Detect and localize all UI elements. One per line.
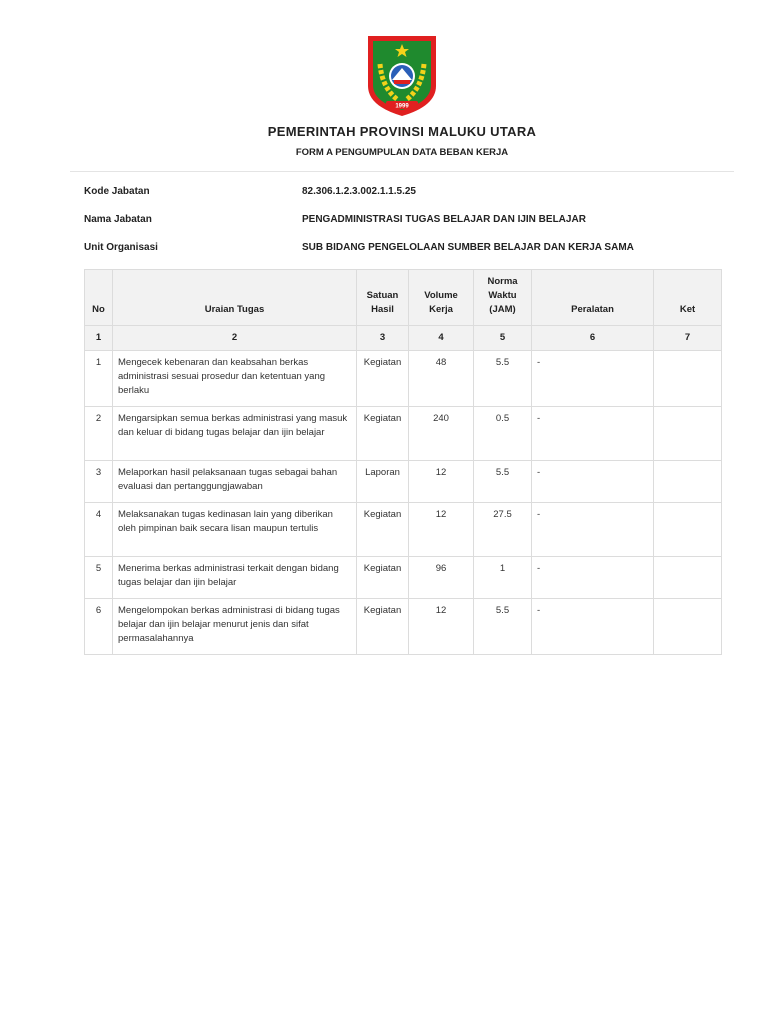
meta-value: 82.306.1.2.3.002.1.1.5.25: [302, 186, 416, 197]
cell-ket: [654, 461, 722, 503]
meta-value: SUB BIDANG PENGELOLAAN SUMBER BELAJAR DAN KERJA SAMA: [302, 242, 634, 253]
meta-label: Nama Jabatan: [84, 214, 152, 225]
column-number: 2: [113, 326, 357, 351]
cell-satuan: Kegiatan: [357, 503, 409, 557]
meta-label: Kode Jabatan: [84, 186, 150, 197]
table-row: [85, 557, 722, 599]
cell-norma: 5.5: [474, 351, 532, 407]
cell-no: 2: [85, 407, 113, 461]
cell-uraian: Mengarsipkan semua berkas administrasi yang masuk dan keluar di bidang tugas belajar dan ijin belajar: [113, 407, 357, 461]
meta-label: Unit Organisasi: [84, 242, 158, 253]
cell-satuan: Kegiatan: [357, 557, 409, 599]
col-header-ket: Ket: [654, 270, 722, 326]
cell-volume: 96: [409, 557, 474, 599]
cell-satuan: Kegiatan: [357, 407, 409, 461]
table-row: [85, 461, 722, 503]
cell-norma: 27.5: [474, 503, 532, 557]
cell-peralatan: -: [532, 599, 654, 655]
cell-norma: 0.5: [474, 407, 532, 461]
col-header-no: No: [85, 270, 113, 326]
col-header-satuan: Satuan Hasil: [357, 270, 409, 326]
cell-no: 1: [85, 351, 113, 407]
page-subtitle: FORM A PENGUMPULAN DATA BEBAN KERJA: [295, 147, 509, 158]
cell-volume: 12: [409, 461, 474, 503]
column-number-row: [85, 326, 722, 351]
column-number: 7: [654, 326, 722, 351]
cell-ket: [654, 599, 722, 655]
cell-satuan: Kegiatan: [357, 599, 409, 655]
cell-peralatan: -: [532, 461, 654, 503]
column-number: 1: [85, 326, 113, 351]
cell-no: 5: [85, 557, 113, 599]
cell-peralatan: -: [532, 557, 654, 599]
table-row: [85, 599, 722, 655]
col-header-uraian: Uraian Tugas: [113, 270, 357, 326]
cell-uraian: Mengelompokan berkas administrasi di bidang tugas belajar dan ijin belajar menurut jenis dan sifat permasalahannya: [113, 599, 357, 655]
cell-no: 3: [85, 461, 113, 503]
cell-peralatan: -: [532, 503, 654, 557]
cell-uraian: Melaksanakan tugas kedinasan lain yang diberikan oleh pimpinan baik secara lisan maupun tertulis: [113, 503, 357, 557]
header-divider: [70, 171, 734, 172]
cell-norma: 1: [474, 557, 532, 599]
cell-norma: 5.5: [474, 599, 532, 655]
table-header-row: [85, 270, 722, 326]
table-row: [85, 503, 722, 557]
meta-value: PENGADMINISTRASI TUGAS BELAJAR DAN IJIN BELAJAR: [302, 214, 586, 225]
table-row: [85, 351, 722, 407]
cell-uraian: Mengecek kebenaran dan keabsahan berkas administrasi sesuai prosedur dan ketentuan yang berlaku: [113, 351, 357, 407]
cell-satuan: Kegiatan: [357, 351, 409, 407]
cell-uraian: Menerima berkas administrasi terkait dengan bidang tugas belajar dan ijin belajar: [113, 557, 357, 599]
cell-uraian: Melaporkan hasil pelaksanaan tugas sebagai bahan evaluasi dan pertanggungjawaban: [113, 461, 357, 503]
cell-ket: [654, 407, 722, 461]
column-number: 6: [532, 326, 654, 351]
cell-no: 4: [85, 503, 113, 557]
table-row: [85, 407, 722, 461]
column-number: 4: [409, 326, 474, 351]
provincial-emblem-logo: [364, 30, 440, 118]
cell-peralatan: -: [532, 351, 654, 407]
column-number: 5: [474, 326, 532, 351]
emblem-year: 1999: [395, 103, 409, 110]
cell-ket: [654, 557, 722, 599]
col-header-norma: Norma Waktu (JAM): [474, 270, 532, 326]
col-header-volume: Volume Kerja: [409, 270, 474, 326]
cell-volume: 240: [409, 407, 474, 461]
cell-no: 6: [85, 599, 113, 655]
cell-satuan: Laporan: [357, 461, 409, 503]
col-header-peralatan: Peralatan: [532, 270, 654, 326]
cell-volume: 12: [409, 599, 474, 655]
column-number: 3: [357, 326, 409, 351]
cell-volume: 48: [409, 351, 474, 407]
cell-peralatan: -: [532, 407, 654, 461]
cell-norma: 5.5: [474, 461, 532, 503]
page-title: PEMERINTAH PROVINSI MALUKU UTARA: [267, 124, 537, 139]
cell-volume: 12: [409, 503, 474, 557]
workload-table: [84, 269, 722, 655]
cell-ket: [654, 503, 722, 557]
cell-ket: [654, 351, 722, 407]
